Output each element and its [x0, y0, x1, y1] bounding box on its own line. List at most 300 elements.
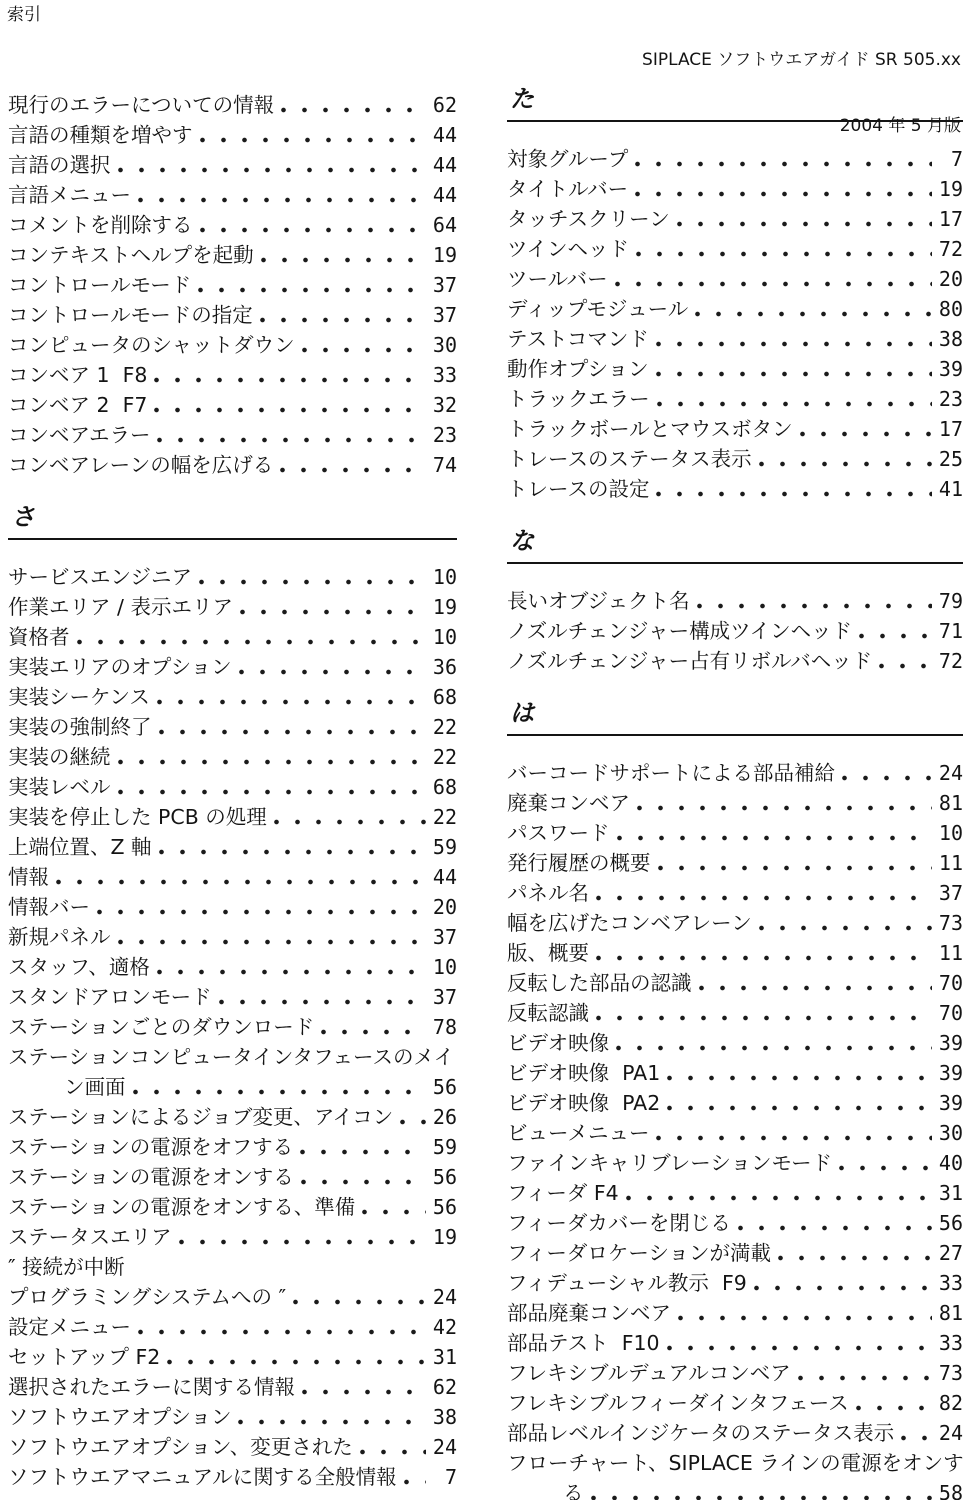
- dot-leader: [635, 144, 932, 174]
- entry-text: 対象グループ: [507, 147, 629, 171]
- dot-leader: [362, 1192, 426, 1222]
- page-number: 10: [432, 565, 457, 589]
- page-number: 10: [938, 821, 963, 845]
- entry-text: 言語メニュー: [8, 183, 131, 207]
- page-number: 17: [938, 417, 963, 441]
- page-number: 81: [938, 791, 963, 815]
- dot-leader: [901, 1418, 932, 1448]
- index-entry: [8, 1042, 457, 1072]
- page-number: 33: [938, 1331, 963, 1355]
- page-number: 17: [938, 207, 963, 231]
- entry-text: ビデオ映像: [507, 1031, 610, 1055]
- index-entry: [8, 1462, 457, 1492]
- page-number: 62: [432, 93, 457, 117]
- index-entry: [8, 1342, 457, 1372]
- entry-text: 動作オプション: [507, 357, 649, 381]
- entry-text: 作業エリア / 表示エリア: [8, 595, 233, 619]
- page-number: 23: [432, 423, 457, 447]
- page-number: 37: [432, 985, 457, 1009]
- dot-leader: [118, 772, 427, 802]
- dot-leader: [615, 264, 932, 294]
- page-number: 39: [938, 357, 963, 381]
- page-number: 74: [432, 453, 457, 477]
- entry-text: 資格者: [8, 625, 70, 649]
- dot-leader: [118, 742, 427, 772]
- index-entry: [8, 120, 457, 150]
- page-number: 37: [938, 881, 963, 905]
- dot-leader: [657, 384, 932, 414]
- index-entry: [507, 294, 963, 324]
- entry-text: 実装エリアのオプション: [8, 655, 232, 679]
- page-number: 7: [950, 147, 963, 171]
- index-entry: [8, 1312, 457, 1342]
- page-number: 24: [432, 1435, 457, 1459]
- entry-text: テストコマンド: [507, 327, 649, 351]
- dot-leader: [138, 180, 426, 210]
- index-entry: [507, 414, 963, 444]
- dot-leader: [678, 1298, 932, 1328]
- page-number: 30: [432, 333, 457, 357]
- entry-text: コンピュータのシャットダウン: [8, 333, 295, 357]
- index-entry: [8, 240, 457, 270]
- dot-leader: [157, 952, 426, 982]
- dot-leader: [154, 360, 426, 390]
- dot-leader: [157, 420, 426, 450]
- entry-text: 実装の強制終了: [8, 715, 152, 739]
- dot-leader: [97, 892, 426, 922]
- page-number: 68: [432, 685, 457, 709]
- index-entry: [507, 586, 963, 616]
- entry-text: コンベアレーンの幅を広げる: [8, 453, 274, 477]
- index-entry: [507, 1238, 963, 1268]
- dot-leader: [839, 1148, 932, 1178]
- page-number: 22: [432, 805, 457, 829]
- dot-leader: [667, 1058, 932, 1088]
- page-number: 81: [938, 1301, 963, 1325]
- dot-leader: [157, 682, 426, 712]
- page-number: 73: [938, 911, 963, 935]
- dot-leader: [800, 414, 932, 444]
- dot-leader: [280, 450, 426, 480]
- dot-leader: [635, 174, 932, 204]
- page-number: 70: [938, 971, 963, 995]
- dot-leader: [591, 1478, 933, 1500]
- entry-text: バーコードサポートによる部品補給: [507, 761, 835, 785]
- entry-text: 情報バー: [8, 895, 90, 919]
- index-entry: [507, 646, 963, 676]
- dot-leader: [738, 1208, 932, 1238]
- page-number: 78: [432, 1015, 457, 1039]
- entry-text: フレキシブルデュアルコンベア: [507, 1361, 791, 1385]
- index-entry: [8, 562, 457, 592]
- entry-text: フィーダカバーを閉じる: [507, 1211, 731, 1235]
- page-number: 40: [938, 1151, 963, 1175]
- page-number: 39: [938, 1091, 963, 1115]
- index-entry: [507, 144, 963, 174]
- dot-leader: [656, 324, 932, 354]
- dot-leader: [656, 354, 932, 384]
- index-entry: [507, 1088, 963, 1118]
- index-entry: [8, 1222, 457, 1252]
- page-number: 82: [938, 1391, 963, 1415]
- entry-text: ステーションの電源をオフする: [8, 1135, 294, 1159]
- entry-text: ステーションの電源をオンする: [8, 1165, 294, 1189]
- dot-leader: [656, 1118, 932, 1148]
- entry-text: ビューメニュー: [507, 1121, 650, 1145]
- page-number: 59: [432, 1135, 457, 1159]
- page-number: 62: [432, 1375, 457, 1399]
- index-entry: [8, 390, 457, 420]
- index-entry: [507, 1298, 963, 1328]
- page-number: 24: [432, 1285, 457, 1309]
- dot-leader: [159, 712, 427, 742]
- page-number: 70: [938, 1001, 963, 1025]
- index-entry: [8, 450, 457, 480]
- index-entry: [8, 862, 457, 892]
- dot-leader: [699, 968, 933, 998]
- entry-text: フィーダ F4: [507, 1181, 619, 1205]
- dot-leader: [400, 1102, 426, 1132]
- index-entry: [8, 1282, 457, 1312]
- entry-text: トレースの設定: [507, 477, 650, 501]
- page-number: 30: [938, 1121, 963, 1145]
- index-entry: [507, 1058, 963, 1088]
- page-number: 24: [938, 761, 963, 785]
- page-number: 19: [432, 595, 457, 619]
- entry-text: 選択されたエラーに関する情報: [8, 1375, 295, 1399]
- index-entry: [8, 1102, 457, 1132]
- page-number: 72: [938, 649, 963, 673]
- index-entry: [8, 1252, 457, 1282]
- entry-text: ソフトウエアマニュアルに関する全般情報: [8, 1465, 397, 1489]
- index-entry: [507, 1028, 963, 1058]
- page-number: 41: [938, 477, 963, 501]
- page-number: 68: [432, 775, 457, 799]
- dot-leader: [118, 150, 427, 180]
- entry-text: トラックエラー: [507, 387, 650, 411]
- dot-leader: [695, 294, 932, 324]
- dot-leader: [219, 982, 426, 1012]
- index-entry: [507, 354, 963, 384]
- entry-text: プログラミングシステムへの ″: [8, 1285, 287, 1309]
- dot-leader: [159, 832, 426, 862]
- index-entry: [507, 1268, 963, 1298]
- index-entry: [8, 300, 457, 330]
- dot-leader: [300, 1132, 426, 1162]
- page-number: 39: [938, 1061, 963, 1085]
- index-entry: [8, 742, 457, 772]
- page-number: 25: [938, 447, 963, 471]
- index-entry: [8, 270, 457, 300]
- index-entry: [8, 652, 457, 682]
- index-entry: [507, 758, 963, 788]
- entry-text: ″ 接続が中断: [8, 1255, 125, 1279]
- entry-text: 実装を停止した PCB の処理: [8, 805, 267, 829]
- dot-leader: [637, 788, 932, 818]
- page-number: 38: [938, 327, 963, 351]
- entry-text: ソフトウエアオプション、変更された: [8, 1435, 353, 1459]
- index-entry: [507, 1118, 963, 1148]
- entry-text: 上端位置、Z 軸: [8, 835, 152, 859]
- edition-date: 2004 年 5 月版: [839, 116, 961, 136]
- index-entry: [8, 1402, 457, 1432]
- entry-text: コントロールモードの指定: [8, 303, 253, 327]
- entry-text: ディップモジュール: [507, 297, 689, 321]
- section-header: は: [507, 700, 963, 736]
- page-number: 19: [938, 177, 963, 201]
- entry-text: コンテキストヘルプを起動: [8, 243, 254, 267]
- page-number: 59: [432, 835, 457, 859]
- section-header: さ: [8, 504, 457, 540]
- index-entry: [8, 832, 457, 862]
- entry-text: ステーションコンピュータインタフェースのメイ: [8, 1045, 455, 1069]
- entry-text: ステーションによるジョブ変更、アイコン: [8, 1105, 394, 1129]
- index-entry: [8, 150, 457, 180]
- index-entry: [507, 1178, 963, 1208]
- entry-text: セットアップ F2: [8, 1345, 161, 1369]
- entry-text: トラックボールとマウスボタン: [507, 417, 793, 441]
- index-entry: [8, 180, 457, 210]
- index-entry: [507, 968, 963, 998]
- dot-leader: [859, 616, 932, 646]
- index-entry: [8, 772, 457, 802]
- dot-leader: [321, 1012, 426, 1042]
- section-header: た: [507, 86, 963, 122]
- entry-text: タッチスクリーン: [507, 207, 670, 231]
- page-number: 20: [432, 895, 457, 919]
- entry-text: 版、概要: [507, 941, 589, 965]
- entry-text: 情報: [8, 865, 49, 889]
- entry-text: 実装シーケンス: [8, 685, 150, 709]
- entry-text: スタッフ、適格: [8, 955, 150, 979]
- dot-leader: [667, 1328, 932, 1358]
- page-number: 56: [432, 1195, 457, 1219]
- dot-leader: [677, 204, 932, 234]
- page-number: 38: [432, 1405, 457, 1429]
- page-number: 56: [432, 1165, 457, 1189]
- dot-leader: [759, 444, 932, 474]
- entry-text: 言語の選択: [8, 153, 111, 177]
- dot-leader: [360, 1432, 426, 1462]
- index-entry: [8, 892, 457, 922]
- entry-text: スタンドアロンモード: [8, 985, 212, 1009]
- page-number: 72: [938, 237, 963, 261]
- dot-leader: [759, 908, 932, 938]
- index-entry: [507, 938, 963, 968]
- index-entry: [507, 234, 963, 264]
- dot-leader: [754, 1268, 932, 1298]
- entry-text: コンベアエラー: [8, 423, 151, 447]
- entry-text: ノズルチェンジャー占有リボルバヘッド: [507, 649, 873, 673]
- index-entry: [507, 384, 963, 414]
- dot-leader: [179, 1222, 426, 1252]
- page-number: 79: [938, 589, 963, 613]
- index-entry: [507, 788, 963, 818]
- index-entry: [8, 210, 457, 240]
- entry-text: フィデューシャル教示 F9: [507, 1271, 747, 1295]
- entry-text: ソフトウエアオプション: [8, 1405, 232, 1429]
- page-number: 22: [432, 745, 457, 769]
- index-entry: [507, 204, 963, 234]
- page-number: 44: [432, 123, 457, 147]
- entry-text: 部品テスト F10: [507, 1331, 660, 1355]
- entry-text: ツールバー: [507, 267, 608, 291]
- dot-leader: [301, 1162, 426, 1192]
- entry-text: る: [563, 1481, 584, 1500]
- entry-text: 長いオブジェクト名: [507, 589, 690, 613]
- dot-leader: [239, 652, 426, 682]
- index-entry: [507, 1448, 963, 1478]
- dot-leader: [118, 922, 427, 952]
- entry-text: コンベア 1 F8: [8, 363, 148, 387]
- dot-leader: [281, 90, 426, 120]
- entry-text: ン画面: [64, 1075, 126, 1099]
- page-number: 10: [432, 955, 457, 979]
- page-number: 39: [938, 1031, 963, 1055]
- section-header: な: [507, 528, 963, 564]
- page-number: 27: [938, 1241, 963, 1265]
- entry-text: 部品レベルインジケータのステータス表示: [507, 1421, 895, 1445]
- dot-leader: [200, 120, 427, 150]
- page-number: 56: [432, 1075, 457, 1099]
- entry-text: ノズルチェンジャー構成ツインヘッド: [507, 619, 853, 643]
- running-head-title: 索引: [7, 5, 41, 25]
- index-entry: [507, 1388, 963, 1418]
- index-entry: [8, 1192, 457, 1222]
- index-column-left: [8, 0, 457, 1492]
- entry-text: トレースのステータス表示: [507, 447, 752, 471]
- page-number: 33: [432, 363, 457, 387]
- dot-leader: [77, 622, 427, 652]
- dot-leader: [798, 1358, 932, 1388]
- entry-text: サービスエンジニア: [8, 565, 192, 589]
- dot-leader: [626, 1178, 932, 1208]
- entry-text: 幅を広げたコンベアレーン: [507, 911, 752, 935]
- page-number: 26: [432, 1105, 457, 1129]
- dot-leader: [667, 1088, 932, 1118]
- entry-text: コメントを削除する: [8, 213, 193, 237]
- page-number: 23: [938, 387, 963, 411]
- entry-text: 部品廃棄コンベア: [507, 1301, 671, 1325]
- dot-leader: [842, 758, 932, 788]
- index-entry: [8, 802, 457, 832]
- entry-text: 言語の種類を増やす: [8, 123, 193, 147]
- index-entry: [507, 1358, 963, 1388]
- page-number: 42: [432, 1315, 457, 1339]
- entry-text: ツインヘッド: [507, 237, 629, 261]
- entry-text: フローチャート、SIPLACE ラインの電源をオンす: [507, 1451, 964, 1475]
- index-entry: [507, 1478, 963, 1500]
- dot-leader: [274, 802, 426, 832]
- dot-leader: [596, 878, 932, 908]
- index-entry: [8, 1012, 457, 1042]
- dot-leader: [154, 390, 426, 420]
- page-number: 10: [432, 625, 457, 649]
- index-entry: [8, 1132, 457, 1162]
- page-number: 24: [938, 1421, 963, 1445]
- entry-text: ステーションごとのダウンロード: [8, 1015, 315, 1039]
- index-entry: [507, 818, 963, 848]
- index-entry: [8, 622, 457, 652]
- index-column-right: [507, 0, 963, 1500]
- index-entry: [507, 474, 963, 504]
- dot-leader: [293, 1282, 426, 1312]
- page-number: 44: [432, 865, 457, 889]
- entry-text: パネル名: [507, 881, 589, 905]
- entry-text: ビデオ映像 PA2: [507, 1091, 661, 1115]
- index-entry: [507, 174, 963, 204]
- entry-text: ビデオ映像 PA1: [507, 1061, 661, 1085]
- index-entry: [507, 848, 963, 878]
- index-entry: [507, 324, 963, 354]
- dot-leader: [879, 646, 932, 676]
- index-entry: [507, 444, 963, 474]
- page-number: 31: [432, 1345, 457, 1369]
- dot-leader: [302, 1372, 426, 1402]
- page-number: 20: [938, 267, 963, 291]
- dot-leader: [596, 998, 932, 1028]
- dot-leader: [856, 1388, 932, 1418]
- entry-text: 反転した部品の認識: [507, 971, 692, 995]
- entry-text: 設定メニュー: [8, 1315, 131, 1339]
- index-entry: [8, 712, 457, 742]
- dot-leader: [198, 270, 426, 300]
- page-number: 32: [432, 393, 457, 417]
- entry-text: 新規パネル: [8, 925, 111, 949]
- index-entry: [8, 1072, 457, 1102]
- dot-leader: [697, 586, 932, 616]
- index-entry: [8, 330, 457, 360]
- index-entry: [507, 1418, 963, 1448]
- dot-leader: [56, 862, 426, 892]
- dot-leader: [656, 474, 932, 504]
- index-entry: [507, 616, 963, 646]
- dot-leader: [199, 562, 426, 592]
- dot-leader: [302, 330, 426, 360]
- entry-text: 現行のエラーについての情報: [8, 93, 275, 117]
- dot-leader: [617, 818, 933, 848]
- index-entry: [8, 592, 457, 622]
- page-number: 37: [432, 925, 457, 949]
- dot-leader: [167, 1342, 426, 1372]
- dot-leader: [138, 1312, 426, 1342]
- page-number: 80: [938, 297, 963, 321]
- index-entry: [507, 998, 963, 1028]
- dot-leader: [240, 592, 426, 622]
- index-entry: [8, 682, 457, 712]
- page-number: 71: [938, 619, 963, 643]
- page-number: 44: [432, 183, 457, 207]
- dot-leader: [404, 1462, 426, 1492]
- dot-leader: [260, 300, 426, 330]
- entry-text: パスワード: [507, 821, 610, 845]
- page-number: 56: [938, 1211, 963, 1235]
- index-entry: [8, 1372, 457, 1402]
- page-number: 11: [938, 941, 963, 965]
- page-number: 31: [938, 1181, 963, 1205]
- page-number: 19: [432, 1225, 457, 1249]
- dot-leader: [261, 240, 426, 270]
- entry-text: 実装レベル: [8, 775, 111, 799]
- index-entry: [507, 1328, 963, 1358]
- page-number: 64: [432, 213, 457, 237]
- entry-text: フレキシブルフィーダインタフェース: [507, 1391, 849, 1415]
- entry-text: 発行履歴の概要: [507, 851, 651, 875]
- dot-leader: [133, 1072, 427, 1102]
- index-entry: [507, 878, 963, 908]
- index-entry: [8, 952, 457, 982]
- dot-leader: [616, 1028, 932, 1058]
